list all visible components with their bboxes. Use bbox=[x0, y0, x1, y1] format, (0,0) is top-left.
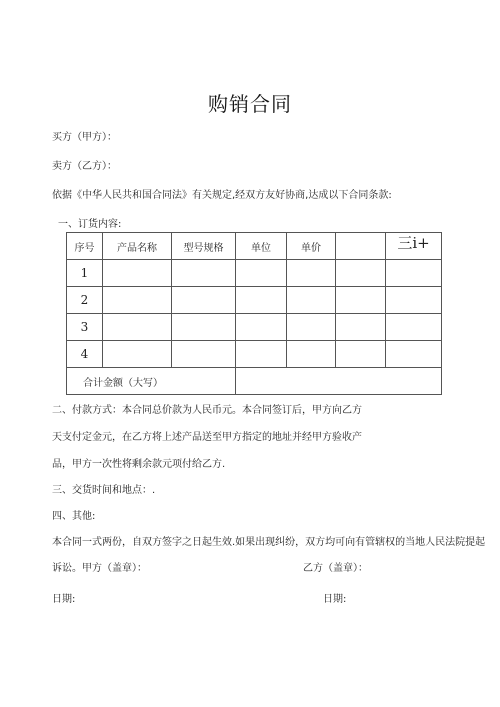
table-cell bbox=[336, 314, 386, 341]
party-a-date-label: 日期: bbox=[52, 594, 76, 605]
table-cell bbox=[287, 341, 336, 368]
table-cell bbox=[386, 314, 442, 341]
table-cell bbox=[172, 287, 236, 314]
table-cell bbox=[103, 314, 172, 341]
buyer-label: 买方（甲方）： bbox=[52, 132, 117, 143]
table-cell bbox=[103, 341, 172, 368]
row-number: 3 bbox=[67, 314, 103, 341]
table-header-row bbox=[67, 233, 442, 260]
party-b-date-label: 日期: bbox=[323, 594, 347, 605]
table-cell bbox=[336, 287, 386, 314]
table-cell bbox=[336, 341, 386, 368]
header-cell: 产品名称 bbox=[103, 233, 172, 260]
row-number: 1 bbox=[67, 260, 103, 287]
table-cell bbox=[386, 260, 442, 287]
order-table bbox=[66, 232, 442, 395]
header-cell: 序号 bbox=[67, 233, 103, 260]
table-cell bbox=[236, 287, 287, 314]
table-cell bbox=[287, 260, 336, 287]
table-cell bbox=[103, 260, 172, 287]
section3-text: 三、交货时间和地点：. bbox=[52, 485, 156, 496]
table-row bbox=[67, 341, 442, 368]
table-row bbox=[67, 260, 442, 287]
row-number: 4 bbox=[67, 341, 103, 368]
document-title: 购销合同 bbox=[208, 92, 292, 116]
table-cell bbox=[236, 341, 287, 368]
table-cell bbox=[287, 314, 336, 341]
header-cell bbox=[336, 233, 386, 260]
table-total-row bbox=[67, 368, 442, 395]
table-cell bbox=[386, 341, 442, 368]
row-number: 2 bbox=[67, 287, 103, 314]
section1-heading: 一、订货内容: bbox=[58, 219, 122, 230]
header-cell: 单位 bbox=[236, 233, 287, 260]
intro-text: 依据《中华人民共和国合同法》有关规定,经双方友好协商,达成以下合同条款: bbox=[52, 190, 392, 201]
party-b-seal-label: 乙方（盖章）： bbox=[303, 563, 368, 574]
table-row bbox=[67, 314, 442, 341]
table-cell bbox=[287, 287, 336, 314]
total-value-cell bbox=[236, 368, 442, 395]
section2-line3: 品，甲方一次性将剩余款元项付给乙方. bbox=[52, 459, 226, 470]
section4-line1: 本合同一式两份，自双方签字之日起生效.如果出现纠纷，双方均可向有管辖权的当地人民法院提起 bbox=[52, 537, 486, 548]
party-a-seal-label: 诉讼。甲方（盖章）： bbox=[52, 563, 147, 574]
seller-label: 卖方（乙方）： bbox=[52, 161, 117, 172]
table-cell bbox=[172, 341, 236, 368]
header-cell: 三i+ bbox=[386, 233, 442, 260]
section4-heading: 四、其他: bbox=[52, 511, 96, 522]
table-cell bbox=[103, 287, 172, 314]
total-label: 合计金额（大写） bbox=[67, 368, 236, 395]
table-cell bbox=[172, 260, 236, 287]
section2-line2: 天支付定金元，在乙方将上述产品送至甲方指定的地址并经甲方验收产 bbox=[52, 432, 362, 443]
table-cell bbox=[236, 260, 287, 287]
table-cell bbox=[386, 287, 442, 314]
table-cell bbox=[236, 314, 287, 341]
table-row bbox=[67, 287, 442, 314]
table-cell bbox=[336, 260, 386, 287]
table-cell bbox=[172, 314, 236, 341]
header-cell: 型号规格 bbox=[172, 233, 236, 260]
header-cell: 单价 bbox=[287, 233, 336, 260]
section2-line1: 二、付款方式：本合同总价款为人民币元。本合同签订后，甲方向乙方 bbox=[52, 405, 362, 416]
